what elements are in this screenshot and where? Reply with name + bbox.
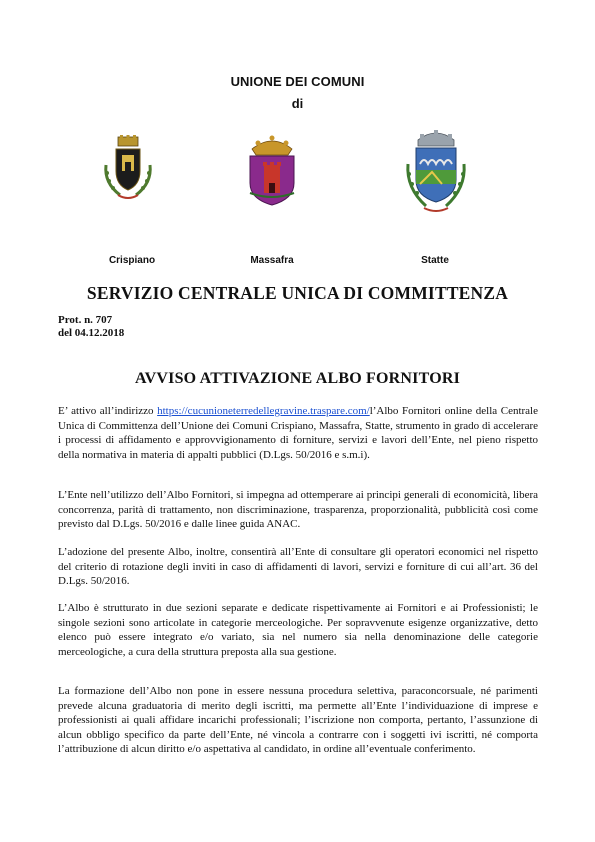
paragraph-1-intro: E’ attivo all’indirizzo <box>58 405 158 417</box>
paragraph-1-body: l’Albo Fornitori online della Centrale Unica di Committenza dell’Unione dei Comuni Crispiano, Massafra, Statte, strumento in grado di accelerare i processi di affidamento e approvvigionamento di forniture, servizi e lavori dell’Ente, nel pieno rispetto della normativa in materia di appalti pubblici (D.Lgs. 50/2016 e s.m.i). <box>58 405 538 461</box>
document-title: SERVIZIO CENTRALE UNICA DI COMMITTENZA <box>86 283 509 303</box>
paragraph-2: L’Ente nell’utilizzo dell’Albo Fornitori, si impegna ad ottemperare ai principi generali di economicità, libera concorrenza, parità di trattamento, non discriminazione, trasparenza, proporzionalità, pubblicità così come previsto dal D.Lgs. 50/2016 e dalle linee guida ANAC. <box>58 489 538 531</box>
protocol-number: Prot. n. 707 <box>58 314 113 326</box>
union-heading: UNIONE DEI COMUNI <box>230 74 365 89</box>
portal-link[interactable]: https://cucunioneterredellegravine.traspare.com/ <box>157 405 370 417</box>
paragraph-5: La formazione dell’Albo non pone in essere nessuna procedura selettiva, paraconcorsuale, né parimenti prevede alcuna graduatoria di merito degli iscritti, ma permette all’Ente l’individuazione di imprese e professionisti ai quali affidare incarichi professionali; l’iscrizione non comporta, pertanto, l’assunzione di alcun obbligo specifico da parte dell’Ente, né vincola a contrarre con i soggetti ivi iscritti, né comporta l’attribuzione di alcun diritto e/o aspettativa al candidato, in ordine all’eventuale conferimento. <box>58 685 538 756</box>
statte-crest-icon <box>402 130 470 214</box>
protocol-date: del 04.12.2018 <box>58 327 125 339</box>
town-label-crispiano: Crispiano <box>108 255 156 266</box>
paragraph-3: L’adozione del presente Albo, inoltre, consentirà all’Ente di consultare gli operatori economici nel rispetto del criterio di rotazione degli inviti in caso di affidamenti di lavori, servizi e forniture di cui all’art. 36 del D.Lgs. 50/2016. <box>58 546 538 588</box>
paragraph-4: L’Albo è strutturato in due sezioni separate e dedicate rispettivamente ai Fornitori e ai Professionisti; le singole sezioni sono articolate in categorie merceologiche. Per sopravvenute esigenze organizzative, detto elenco può essere integrato e/o variato, sia nel numero sia nella denominazione delle categorie merceologiche, a cura della struttura preposta alla sua gestione. <box>58 602 538 658</box>
union-heading-di: di <box>291 96 304 111</box>
protocol-block <box>58 314 124 340</box>
paragraph-1 <box>58 404 538 462</box>
crispiano-crest-icon <box>100 135 156 203</box>
massafra-crest-icon <box>244 135 300 207</box>
town-label-massafra: Massafra <box>250 255 294 266</box>
notice-subtitle: AVVISO ATTIVAZIONE ALBO FORNITORI <box>134 370 461 387</box>
town-label-statte: Statte <box>421 255 449 266</box>
